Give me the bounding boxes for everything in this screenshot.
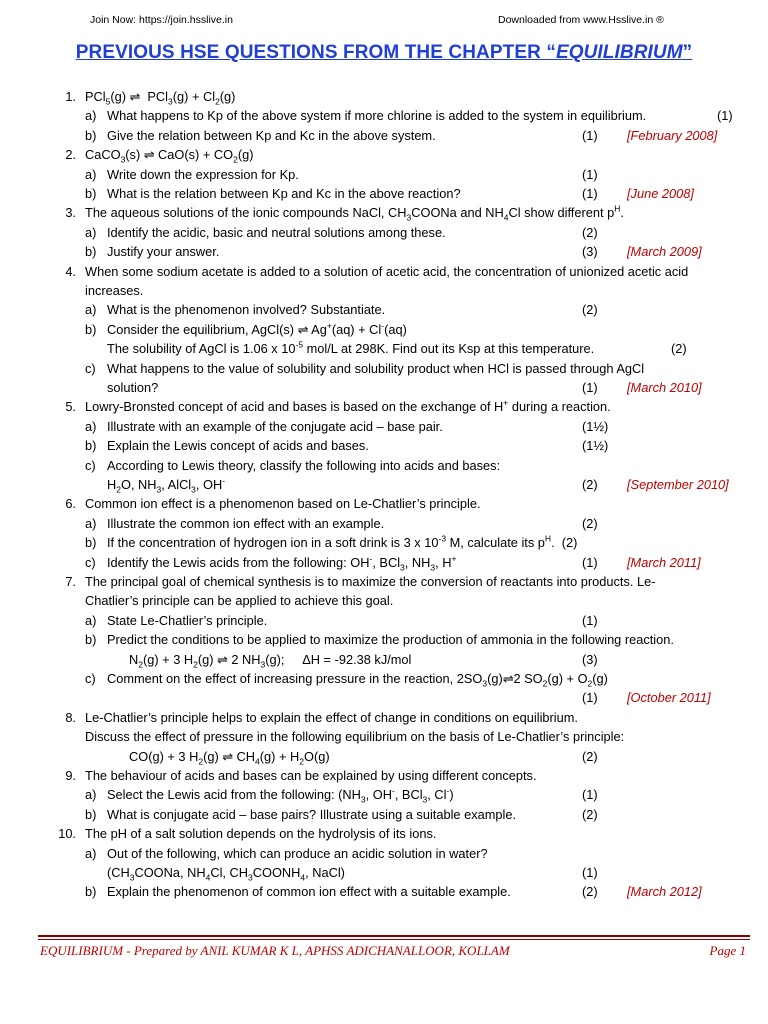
page-title <box>0 42 768 64</box>
question-line <box>0 106 768 125</box>
sub-question-label: a) <box>85 418 97 434</box>
title-prefix: PREVIOUS HSE QUESTIONS FROM THE CHAPTER “ <box>75 42 556 63</box>
sub-question-text: What is the phenomenon involved? Substantiate. <box>107 302 386 318</box>
marks-label: (1½) <box>582 438 609 454</box>
question-line <box>0 145 768 164</box>
question-line <box>0 126 768 145</box>
question-text-continued: Chatlier’s principle can be applied to achieve this goal. <box>85 593 394 609</box>
marks-label: (1) <box>582 186 598 201</box>
marks-label: (1) <box>582 612 598 628</box>
exam-date: [February 2008] <box>627 127 718 143</box>
marks-label: (1) <box>582 127 598 143</box>
exam-date: [March 2012] <box>627 884 702 900</box>
sub-question-label: b) <box>85 632 97 648</box>
sub-question-text: State Le-Chatlier’s principle. <box>107 612 268 628</box>
equation-text: $N_2(g) + 3$ $H_2(g)$ ⇌ 2 $NH_3(g)$; ΔH = -92.38 kJ/mol <box>129 651 412 670</box>
sub-question-label: b) <box>85 535 97 551</box>
question-line <box>0 165 768 184</box>
question-line <box>0 417 768 436</box>
question-number: 6. <box>65 496 76 512</box>
sub-question-label: a) <box>85 302 97 318</box>
sub-question-label: b) <box>85 438 97 454</box>
sub-question-text-continued: ($CH_3COONa$, $NH_4Cl$, $CH_3COONH_4$, NaCl) <box>107 865 345 883</box>
question-line <box>0 300 768 319</box>
header-left-text: Join Now: https://join.hsslive.in <box>90 14 233 26</box>
question-line <box>0 223 768 242</box>
sub-question-label: b) <box>85 244 97 260</box>
exam-date: [September 2010] <box>627 477 729 492</box>
question-text-continued: increases. <box>85 283 144 298</box>
sub-question-text: Select the Lewis acid from the following: ($NH_3$, OH-, BCl$_3$, Cl-) <box>107 786 454 805</box>
sub-question-text: Predict the conditions to be applied to maximize the production of ammonia in the following reaction. <box>107 632 674 648</box>
title-emphasis: EQUILIBRIUM <box>555 42 683 63</box>
marks-label: (3) <box>582 244 598 260</box>
sub-question-text: Give the relation between Kp and Kc in the above system. <box>107 127 436 143</box>
sub-question-text: Identify the Lewis acids from the following: OH-, BCl$_3$, $NH_3$, H+ <box>107 553 457 573</box>
question-text: The pH of a salt solution depends on the hydrolysis of its ions. <box>85 826 437 842</box>
exam-date: [October 2011] <box>627 690 711 706</box>
question-line <box>0 514 768 533</box>
exam-date: [March 2010] <box>627 380 702 395</box>
question-line <box>0 805 768 824</box>
question-line <box>0 727 768 746</box>
footer-rule-thin <box>38 939 750 940</box>
sub-question-text: Write down the expression for Kp. <box>107 166 299 182</box>
question-text: Common ion effect is a phenomenon based on Le-Chatlier’s principle. <box>85 496 481 512</box>
sub-question-label: a) <box>85 612 97 628</box>
question-number: 3. <box>65 205 76 221</box>
question-line <box>0 669 768 688</box>
question-line <box>0 359 768 378</box>
question-text: The principal goal of chemical synthesis is to maximize the conversion of reactants into products. Le- <box>85 574 656 589</box>
sub-question-text: Illustrate the common ion effect with an example. <box>107 515 385 531</box>
marks-label: (2) <box>582 748 598 764</box>
question-line <box>0 262 768 281</box>
sub-question-text: Justify your answer. <box>107 244 220 260</box>
marks-label: (2) <box>582 477 598 492</box>
question-line <box>0 203 768 222</box>
question-text: The behaviour of acids and bases can be explained by using different concepts. <box>85 768 537 783</box>
question-number: 5. <box>65 399 76 415</box>
sub-question-label: a) <box>85 787 97 803</box>
question-line <box>0 708 768 727</box>
sub-question-text: If the concentration of hydrogen ion in a soft drink is 3 x $10^{-3}$ M, calculate its $p^H$. (2) <box>107 533 578 551</box>
question-line <box>0 766 768 785</box>
question-line <box>0 87 768 106</box>
sub-question-text-continued: The solubility of AgCl is 1.06 x $10^{-5}$ mol/L at 298K. Find out its Ksp at this temperature. <box>107 339 595 357</box>
title-suffix: ” <box>682 42 693 63</box>
question-line <box>0 747 768 766</box>
question-line <box>0 688 768 707</box>
question-text: The aqueous solutions of the ionic compounds NaCl, $CH_3COONa$ and $NH_4Cl$ show different $p^H$. <box>85 204 624 223</box>
sub-question-text: Comment on the effect of increasing pressure in the reaction, $2SO_3(g)\rightleftharpoons 2$ $SO_2(g) + O_2(g)$ <box>107 671 608 689</box>
question-number: 2. <box>65 147 76 163</box>
question-line <box>0 863 768 882</box>
sub-question-text: What is conjugate acid – base pairs? Illustrate using a suitable example. <box>107 806 517 822</box>
marks-label: (1½) <box>582 418 609 434</box>
question-line <box>0 650 768 669</box>
question-text: CaCO$_3$(s) ⇌ $CaO(s) + CO_2(g)$ <box>85 147 254 165</box>
sub-question-text: According to Lewis theory, classify the following into acids and bases: <box>107 457 501 473</box>
question-line <box>0 572 768 591</box>
question-line <box>0 378 768 397</box>
question-text: When some sodium acetate is added to a solution of acetic acid, the concentration of unionized acetic acid <box>85 263 689 279</box>
question-line <box>0 591 768 610</box>
question-number: 4. <box>65 263 76 279</box>
question-text: Lowry-Bronsted concept of acid and bases is based on the exchange of H+ during a reaction. <box>85 398 611 415</box>
header-right-text: Downloaded from www.Hsslive.in ® <box>498 14 664 26</box>
marks-label: (2) <box>582 884 598 900</box>
question-text: Le-Chatlier’s principle helps to explain the effect of change in conditions on equilibrium. <box>85 709 578 725</box>
sub-question-text: What happens to the value of solubility and solubility product when HCl is passed through AgCl <box>107 360 645 376</box>
question-line <box>0 397 768 416</box>
sub-question-label: a) <box>85 108 97 124</box>
sub-question-text: What is the relation between Kp and Kc in the above reaction? <box>107 186 461 201</box>
marks-label: (1) <box>582 380 598 395</box>
page-number: Page 1 <box>709 943 746 958</box>
marks-label: (1) <box>582 787 598 803</box>
question-line <box>0 475 768 494</box>
question-number: 9. <box>65 768 76 783</box>
question-line <box>0 533 768 552</box>
sub-question-label: c) <box>85 457 96 473</box>
footer-rule-thick <box>38 935 750 937</box>
marks-label: (1) <box>582 690 598 706</box>
question-text: PCl$_5$(g) ⇌ $PCl_3(g) + Cl_2(g)$ <box>85 89 236 107</box>
sub-question-text: Explain the phenomenon of common ion effect with a suitable example. <box>107 884 511 900</box>
question-line <box>0 553 768 572</box>
sub-question-text: Out of the following, which can produce an acidic solution in water? <box>107 845 488 861</box>
marks-label: (1) <box>582 865 598 880</box>
marks-label: (2) <box>582 515 598 531</box>
sub-question-label: b) <box>85 806 97 822</box>
question-line <box>0 436 768 455</box>
marks-label: (3) <box>582 651 598 667</box>
exam-date: [June 2008] <box>627 186 694 201</box>
marks-label: (2) <box>582 302 598 318</box>
question-line <box>0 339 768 358</box>
sub-question-text: Identify the acidic, basic and neutral solutions among these. <box>107 224 446 240</box>
question-number: 10. <box>58 826 76 842</box>
question-line <box>0 281 768 300</box>
question-line <box>0 494 768 513</box>
sub-question-label: c) <box>85 671 96 686</box>
question-line <box>0 785 768 804</box>
question-line <box>0 320 768 339</box>
question-line <box>0 824 768 843</box>
sub-question-label: c) <box>85 360 96 376</box>
question-line <box>0 456 768 475</box>
sub-question-label: b) <box>85 186 97 201</box>
question-text-continued: Discuss the effect of pressure in the following equilibrium on the basis of Le-Chatlier’s principle: <box>85 729 625 745</box>
question-line <box>0 184 768 203</box>
question-line <box>0 882 768 901</box>
sub-question-text-continued: solution? <box>107 380 159 395</box>
sub-question-label: c) <box>85 554 96 570</box>
question-line <box>0 242 768 261</box>
marks-label: (2) <box>582 806 598 822</box>
sub-question-text-continued: $H_2O$, $NH_3$, AlCl$_3$, OH- <box>107 475 226 495</box>
sub-question-label: a) <box>85 166 97 182</box>
question-line <box>0 630 768 649</box>
footer-credit: EQUILIBRIUM - Prepared by ANIL KUMAR K L, APHSS ADICHANALLOOR, KOLLAM <box>40 943 510 958</box>
exam-date: [March 2009] <box>627 244 702 260</box>
marks-label: (1) <box>582 554 598 570</box>
marks-label: (1) <box>717 108 733 124</box>
equation-text: CO(g) + 3 $H_2(g)$ ⇌ $CH_4(g) + H_2O(g)$ <box>129 748 330 767</box>
question-number: 7. <box>65 574 76 589</box>
sub-question-label: a) <box>85 224 97 240</box>
marks-label: (2) <box>671 341 687 357</box>
sub-question-text: Consider the equilibrium, AgCl(s) ⇌ Ag+(aq) + Cl-(aq) <box>107 320 407 337</box>
marks-label: (1) <box>582 166 598 182</box>
sub-question-text: What happens to Kp of the above system if more chlorine is added to the system in equilibrium. <box>107 108 647 124</box>
sub-question-text: Illustrate with an example of the conjugate acid – base pair. <box>107 418 443 434</box>
sub-question-label: a) <box>85 845 97 861</box>
marks-label: (2) <box>582 224 598 240</box>
sub-question-text: Explain the Lewis concept of acids and bases. <box>107 438 369 454</box>
sub-question-label: b) <box>85 321 97 337</box>
question-number: 1. <box>65 89 76 104</box>
question-line <box>0 844 768 863</box>
question-number: 8. <box>65 709 76 725</box>
sub-question-label: b) <box>85 884 97 900</box>
question-line <box>0 611 768 630</box>
sub-question-label: a) <box>85 515 97 531</box>
sub-question-label: b) <box>85 127 97 143</box>
exam-date: [March 2011] <box>627 554 701 570</box>
